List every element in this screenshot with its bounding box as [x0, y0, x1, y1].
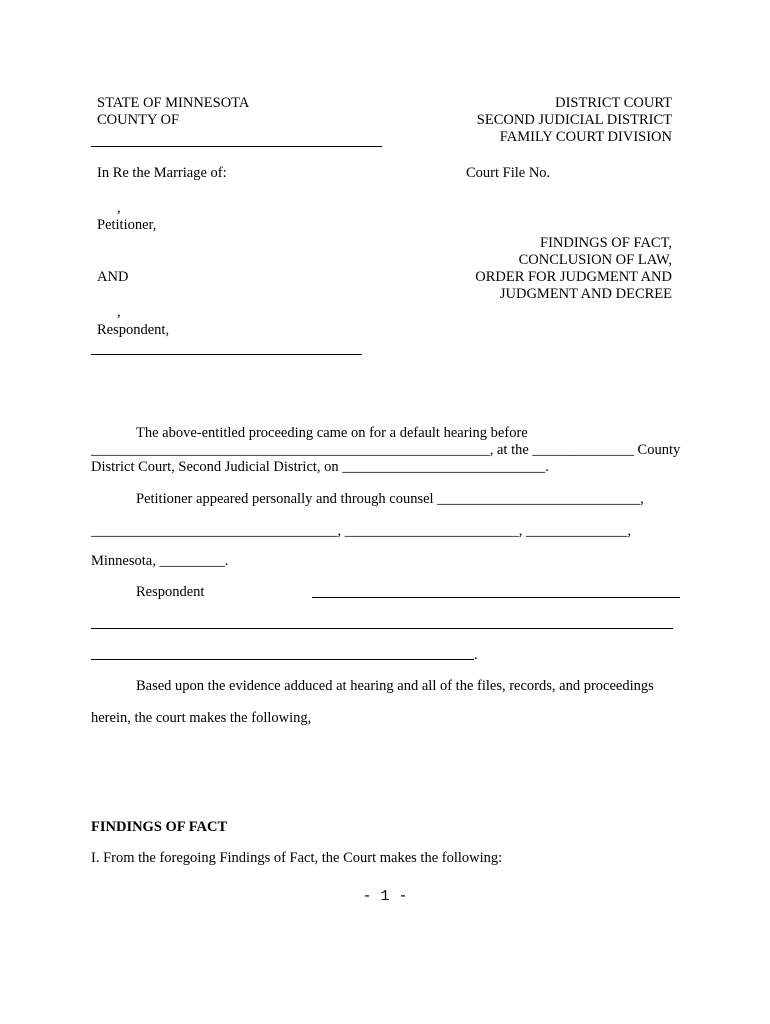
petitioner-label: Petitioner, [97, 217, 157, 233]
page-number: - 1 - [362, 888, 408, 905]
doc-title-1: FINDINGS OF FACT, [540, 235, 672, 251]
court-division: FAMILY COURT DIVISION [499, 129, 672, 145]
caption-bottom-line [91, 354, 362, 355]
respondent-caption-label: Respondent, [97, 322, 170, 338]
court-name: DISTRICT COURT [555, 95, 672, 111]
paragraph-3-line-2: herein, the court makes the following, [91, 710, 312, 726]
and-label: AND [97, 269, 129, 285]
county-label: COUNTY OF [97, 112, 180, 128]
doc-title-3: ORDER FOR JUDGMENT AND [475, 269, 672, 285]
paragraph-1-line-2: _______________________________________________________, at the ______________ County [91, 442, 681, 458]
petitioner-comma: , [117, 200, 121, 216]
respondent-period: . [474, 647, 478, 663]
doc-title-2: CONCLUSION OF LAW, [518, 252, 672, 268]
respondent-line-3 [91, 659, 474, 660]
paragraph-2-line-3: Minnesota, _________. [91, 553, 229, 569]
finding-item-1: I. From the foregoing Findings of Fact, the Court makes the following: [91, 850, 503, 866]
state-label: STATE OF MINNESOTA [97, 95, 250, 111]
paragraph-3-line-1: Based upon the evidence adduced at hearing and all of the files, records, and proceedings [136, 678, 654, 694]
doc-title-4: JUDGMENT AND DECREE [499, 286, 672, 302]
respondent-comma: , [117, 304, 121, 320]
court-district: SECOND JUDICIAL DISTRICT [476, 112, 672, 128]
respondent-line-2 [91, 628, 673, 629]
respondent-body-label: Respondent [136, 584, 205, 600]
paragraph-1-line-1: The above-entitled proceeding came on for a default hearing before [136, 425, 528, 441]
in-re-label: In Re the Marriage of: [97, 165, 227, 181]
paragraph-2-line-1: Petitioner appeared personally and through counsel ____________________________, [136, 491, 644, 507]
county-line [91, 146, 382, 147]
paragraph-1-line-3: District Court, Second Judicial District, on ____________________________. [91, 459, 549, 475]
findings-heading: FINDINGS OF FACT [91, 819, 228, 835]
court-file-label: Court File No. [466, 165, 551, 181]
paragraph-2-line-2: __________________________________, ________________________, ______________, [91, 523, 632, 539]
respondent-line-1 [312, 597, 680, 598]
